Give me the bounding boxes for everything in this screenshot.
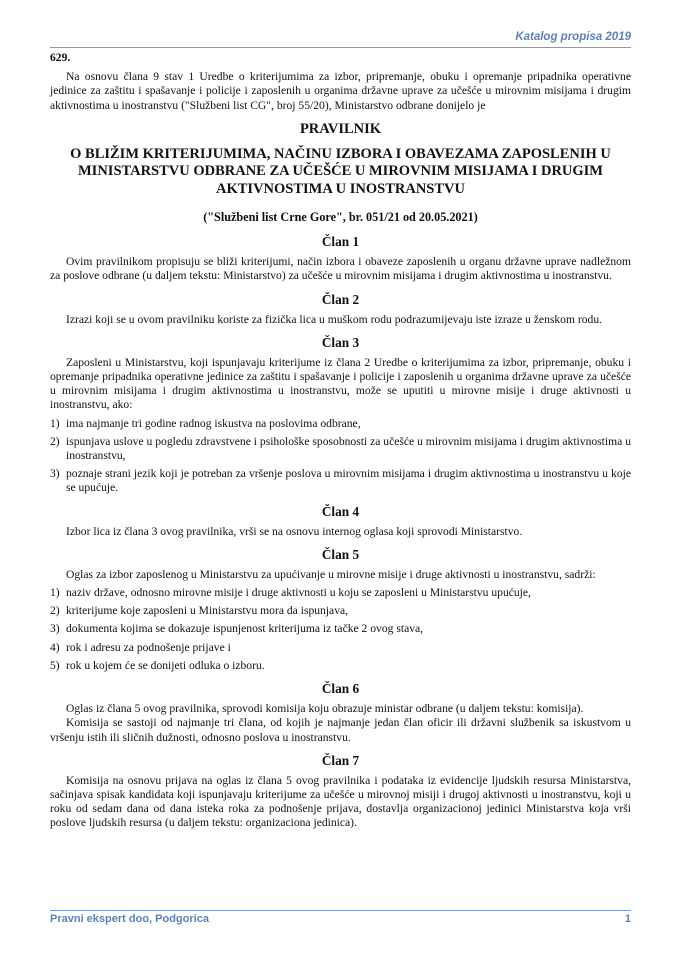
article-heading: Član 7 xyxy=(321,752,360,768)
article-heading: Član 3 xyxy=(321,334,360,350)
list-item xyxy=(50,622,631,636)
list-number: 1) xyxy=(50,416,60,430)
list-text: rok u kojem će se donijeti odluka o izboru. xyxy=(66,658,265,672)
article-paragraph: Komisija se sastoji od najmanje tri člana, od kojih je najmanje jedan član oficir ili državni službenik sa iskustvom u vršenju istih ili sličnih dužnosti, odnosno poslova u inostranstvu. xyxy=(50,716,631,744)
page-header xyxy=(50,33,631,48)
list-text: dokumenta kojima se dokazuje ispunjenost kriterijuma iz tačke 2 ovog stava, xyxy=(66,622,424,636)
article-paragraph: Ovim pravilnikom propisuju se bliži kriterijumi, način izbora i obaveze zaposlenih u organu državne uprave nadležnom za poslove odbrane (u daljem tekstu: Ministarstvo) za učešće u mirovnim misijama i drugim aktivnostima u inostranstvu. xyxy=(50,255,631,283)
page-number: 1 xyxy=(624,913,631,925)
article-paragraph: Oglas za izbor zaposlenog u Ministarstvu za upućivanje u mirovne misije i druge aktivnosti u inostranstvu, sadrži: xyxy=(66,567,596,581)
list-number: 5) xyxy=(50,658,60,672)
article-paragraph: Oglas iz člana 5 ovog pravilnika, sprovodi komisija koju obrazuje ministar odbrane (u daljem tekstu: komisija). xyxy=(66,702,584,716)
list-item xyxy=(50,604,631,618)
article-heading: Član 4 xyxy=(321,503,360,519)
document-subtitle: O BLIŽIM KRITERIJUMIMA, NAČINU IZBORA I OBAVEZAMA ZAPOSLENIH U MINISTARSTVU ODBRANE ZA UČEŠĆE U MIROVNIM MISIJAMA I DRUGIM AKTIVNOSTIMA U INOSTRANSTVU xyxy=(70,145,611,197)
list-text: naziv države, odnosno mirovne misije i druge aktivnosti u koju se zaposleni u Ministarstvu upućuje, xyxy=(66,586,531,600)
publisher-name: Pravni ekspert doo, Podgorica xyxy=(50,913,209,925)
list-item xyxy=(50,417,631,431)
list-text: ima najmanje tri godine radnog iskustva na poslovima odbrane, xyxy=(66,416,361,430)
article-paragraph: Komisija na osnovu prijava na oglas iz člana 5 ovog pravilnika i podataka iz evidencije ljudskih resursa Ministarstva, sačinjava spisak kandidata koji ispunjavaju kriterijume za učešće u mirovnoj misiji i drugoj aktivnosti u inostranstvu, koji u roku od sedam dana od dana isteka roka za podnošenje prijava, dostavlja organizacionoj jedinici Ministarstva koja vrši poslove ljudskih resursa (u daljem tekstu: organizaciona jedinica). xyxy=(50,773,631,830)
list-number: 3) xyxy=(50,622,60,636)
catalog-title: Katalog propisa 2019 xyxy=(515,31,631,43)
article-heading: Član 5 xyxy=(321,546,360,562)
article-heading: Član 1 xyxy=(321,234,360,250)
article-paragraph: Zaposleni u Ministarstvu, koji ispunjavaju kriterijume iz člana 2 Uredbe o kriterijumima za izbor, pripremanje, obuku i opremanje pripadnika operativne jedinice za zaštitu i spašavanje i policije i zaposlenih u organima državne uprave za učešće u mirovnim misijama i drugim aktivnostima u inostranstvu, može se uputiti u mirovne misije i druge aktivnosti u inostranstvu, ako: xyxy=(50,355,631,412)
document-number: 629. xyxy=(50,51,71,64)
document-body xyxy=(50,51,631,831)
gazette-reference: ("Službeni list Crne Gore", br. 051/21 od 20.05.2021) xyxy=(203,210,478,225)
list-item xyxy=(50,435,631,463)
list-text: kriterijume koje zaposleni u Ministarstvu mora da ispunjava, xyxy=(66,604,349,618)
article-paragraph: Izrazi koji se u ovom pravilniku koriste za fizička lica u muškom rodu podrazumijevaju iste izraze u ženskom rodu. xyxy=(66,312,603,326)
list-item xyxy=(50,586,631,600)
list-number: 1) xyxy=(50,586,60,600)
list-text: ispunjava uslove u pogledu zdravstvene i psihološke sposobnosti za učešće u mirovnim misijama i drugim aktivnostima u inostranstvu, xyxy=(66,434,631,463)
document-title: PRAVILNIK xyxy=(299,120,382,137)
list-number: 4) xyxy=(50,640,60,654)
list-text: poznaje strani jezik koji je potreban za vršenje poslova u mirovnim misijama i drugim aktivnostima u inostranstvu u koje se upućuje. xyxy=(66,467,631,495)
page-footer xyxy=(50,910,631,925)
list-item xyxy=(50,467,631,495)
list-text: rok i adresu za podnošenje prijave i xyxy=(66,640,231,654)
article-heading: Član 2 xyxy=(321,291,360,307)
list-item xyxy=(50,641,631,655)
list-number: 2) xyxy=(50,434,60,448)
list-number: 3) xyxy=(50,467,60,481)
article-heading: Član 6 xyxy=(321,681,360,697)
preamble: Na osnovu člana 9 stav 1 Uredbe o kriterijumima za izbor, pripremanje, obuku i opremanje pripadnika operativne jedinice za zaštitu i spašavanje i policije i zaposlenih u organima državne uprave za učešće u mirovnim misijama i drugim aktivnostima u inostranstvu ("Službeni list CG", broj 55/20), Ministarstvo odbrane donijelo je xyxy=(50,70,631,112)
list-number: 2) xyxy=(50,604,60,618)
article-paragraph: Izbor lica iz člana 3 ovog pravilnika, vrši se na osnovu internog oglasa koji sprovodi Ministarstvo. xyxy=(66,524,523,538)
list-item xyxy=(50,659,631,673)
